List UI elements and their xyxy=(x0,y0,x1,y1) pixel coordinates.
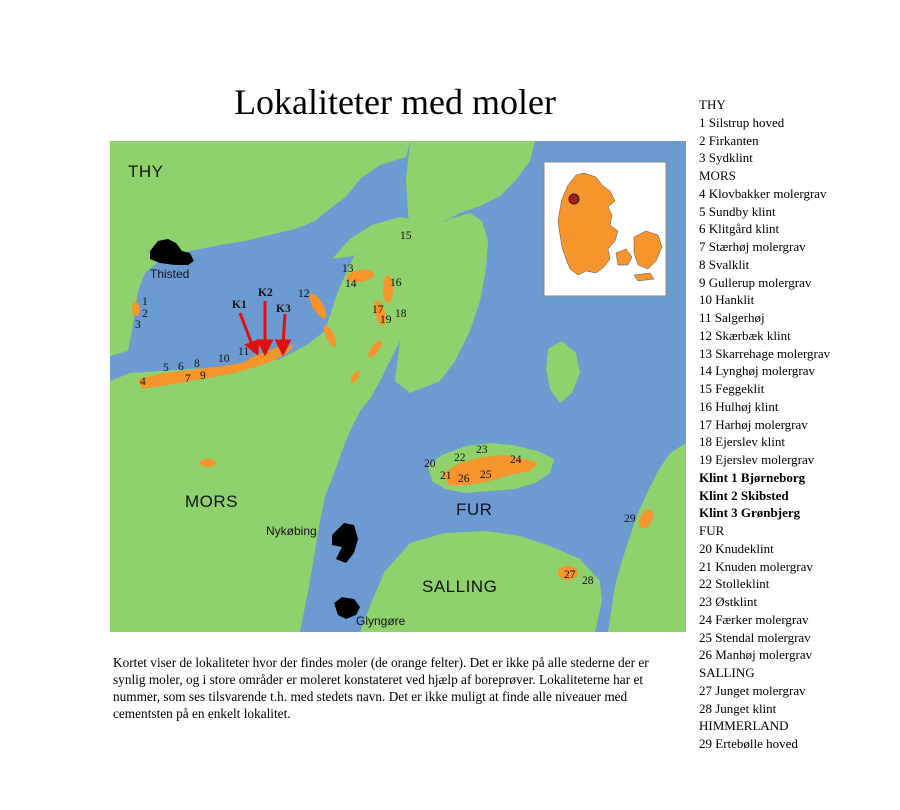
legend-item: 18 Ejerslev klint xyxy=(699,434,785,450)
legend-item: SALLING xyxy=(699,665,755,680)
legend-item: 4 Klovbakker molergrav xyxy=(699,185,827,201)
klint-label-k3: K3 xyxy=(276,303,291,315)
klint-label-k1: K1 xyxy=(232,299,247,311)
legend-item: 22 Stolleklint xyxy=(699,576,770,592)
legend-item: 11 Salgerhøj xyxy=(699,310,765,325)
legend-item: 6 Klitgård klint xyxy=(699,221,780,237)
locality-23: 23 xyxy=(476,444,488,456)
region-label-thy: THY xyxy=(128,162,164,181)
locality-19: 19 xyxy=(380,314,392,326)
region-label-salling: SALLING xyxy=(422,577,498,596)
legend-item: 21 Knuden molergrav xyxy=(699,558,813,574)
legend-item: 1 Silstrup hoved xyxy=(699,114,785,130)
town-label-thisted: Thisted xyxy=(150,267,190,281)
locality-29: 29 xyxy=(624,513,636,525)
locality-21: 21 xyxy=(440,470,452,482)
locality-24: 24 xyxy=(510,454,522,466)
moler-field-mors-west xyxy=(200,459,216,467)
locality-18: 18 xyxy=(395,308,407,320)
legend-item: 10 Hanklit xyxy=(699,292,755,308)
locality-9: 9 xyxy=(200,370,206,382)
locality-legend xyxy=(699,96,899,753)
legend-item: 23 Østklint xyxy=(699,594,758,609)
locality-13: 13 xyxy=(342,263,354,275)
locality-7: 7 xyxy=(185,373,191,385)
locality-28: 28 xyxy=(582,575,594,587)
legend-item: 17 Harhøj molergrav xyxy=(699,416,808,432)
locality-22: 22 xyxy=(454,452,466,464)
locality-4: 4 xyxy=(140,376,146,388)
legend-item: 2 Firkanten xyxy=(699,132,759,148)
locality-15: 15 xyxy=(400,230,412,242)
legend-item: 3 Sydklint xyxy=(699,150,753,166)
legend-item: 8 Svalklit xyxy=(699,256,750,272)
locality-14: 14 xyxy=(345,278,357,290)
legend-item: 14 Lynghøj molergrav xyxy=(699,363,816,379)
legend-item: 7 Stærhøj molergrav xyxy=(699,239,806,254)
locality-27: 27 xyxy=(564,569,576,581)
legend-item: 29 Ertebølle hoved xyxy=(699,736,798,751)
town-label-glyngore: Glyngøre xyxy=(356,614,406,628)
locality-10: 10 xyxy=(218,353,230,365)
locality-8: 8 xyxy=(194,358,200,370)
legend-item: 26 Manhøj molergrav xyxy=(699,647,813,663)
locality-1: 1 xyxy=(142,296,148,308)
klint-label-k2: K2 xyxy=(258,287,273,299)
town-label-nykobing: Nykøbing xyxy=(266,524,317,538)
legend-item: 15 Feggeklit xyxy=(699,381,765,396)
locality-26: 26 xyxy=(458,473,470,485)
locality-12: 12 xyxy=(298,288,310,300)
locality-3: 3 xyxy=(135,319,141,331)
legend-item: 16 Hulhøj klint xyxy=(699,398,779,414)
legend-item: 5 Sundby klint xyxy=(699,203,776,219)
legend-item: 20 Knudeklint xyxy=(699,540,774,556)
locality-5: 5 xyxy=(163,362,169,374)
inset-map xyxy=(544,162,666,296)
legend-item: Klint 3 Grønbjerg xyxy=(699,505,801,521)
legend-item: 9 Gullerup molergrav xyxy=(699,274,812,290)
region-label-fur: FUR xyxy=(456,500,493,519)
legend-item: Klint 2 Skibsted xyxy=(699,487,789,503)
locality-20: 20 xyxy=(424,458,436,470)
legend-item: 27 Junget molergrav xyxy=(699,682,806,698)
legend-item: Klint 1 Bjørneborg xyxy=(699,469,806,485)
locality-17: 17 xyxy=(372,304,384,316)
legend-item: 13 Skarrehage molergrav xyxy=(699,345,831,361)
legend-item: HIMMERLAND xyxy=(699,718,789,734)
moler-field-1 xyxy=(132,302,140,316)
legend-item: THY xyxy=(699,97,726,112)
legend-item: 25 Stendal molergrav xyxy=(699,629,811,645)
legend-item: MORS xyxy=(699,168,736,183)
study-area-marker xyxy=(569,194,579,204)
locality-11: 11 xyxy=(238,346,250,358)
legend-item: 12 Skærbæk klint xyxy=(699,327,791,343)
locality-6: 6 xyxy=(178,361,184,373)
moler-locality-map xyxy=(110,141,686,632)
legend-item: 28 Junget klint xyxy=(699,700,777,716)
locality-16: 16 xyxy=(390,277,402,289)
locality-25: 25 xyxy=(480,469,492,481)
locality-2: 2 xyxy=(142,308,148,320)
legend-item: 19 Ejerslev molergrav xyxy=(699,452,815,467)
legend-item: 24 Færker molergrav xyxy=(699,611,809,627)
legend-item: FUR xyxy=(699,523,725,538)
map-caption: Kortet viser de lokaliteter hvor der findes moler (de orange felter). Det er ikke på alle stederne der er synlig moler, og i store områder er moleret konstateret ved hjælp af boreprøver. Lokaliteterne har et nummer, som ses tilsvarende t.h. med stedets navn. Det er ikke muligt at finde alle niveauer med cementsten på en enkelt lokalitet. xyxy=(113,655,649,721)
region-label-mors: MORS xyxy=(185,492,238,511)
page-title: Lokaliteter med moler xyxy=(234,82,556,122)
